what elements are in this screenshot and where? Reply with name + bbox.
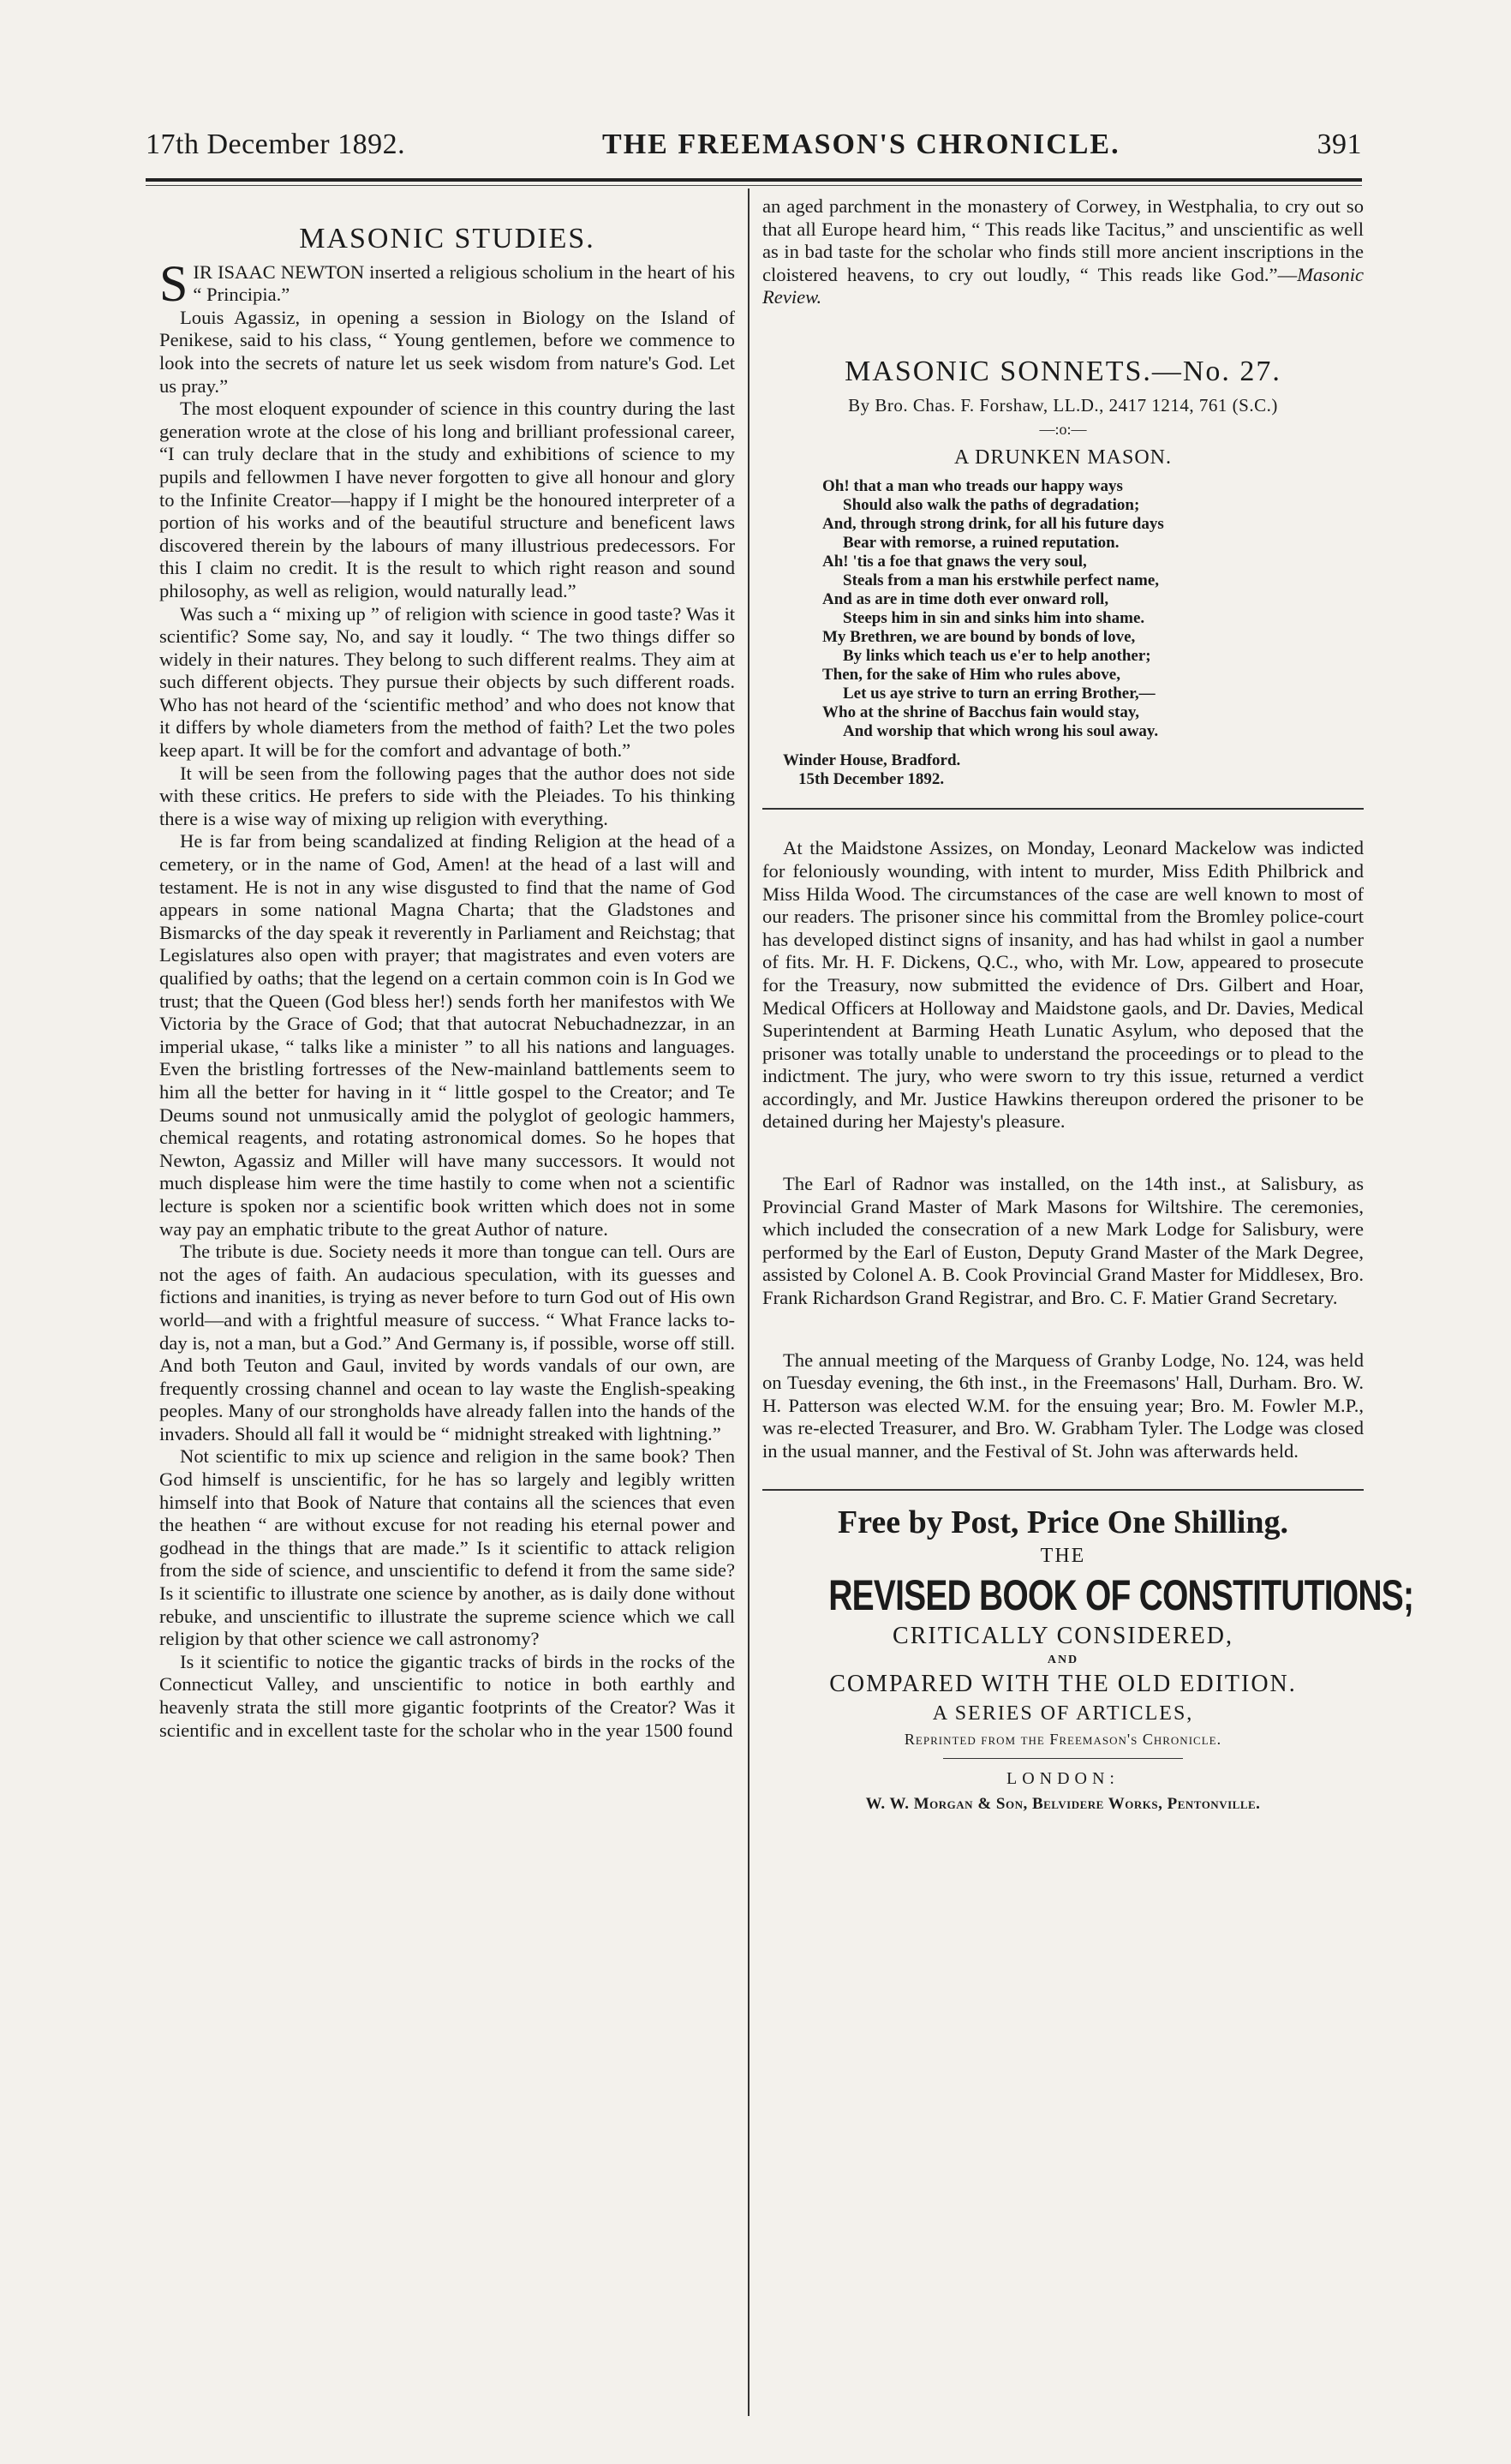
masthead — [146, 129, 1362, 180]
poem-date: 15th December 1892. — [798, 770, 945, 789]
news-paragraph: At the Maidstone Assizes, on Monday, Leonard Mackelow was indicted for feloniously wounding, with intent to murder, Miss Edith Philbrick and Miss Hilda Wood. The circumstances of the case are well known to most of our readers. The prisoner since his committal from the Bromley police-court has developed distinct signs of insanity, and has had whilst in gaol a number of fits. Mr. H. F. Dickens, Q.C., who, with Mr. Low, appeared to prosecute for the Treasury, now submitted the evidence of Drs. Gilbert and Hoar, Medical Officers at Holloway and Maidstone gaols, and Dr. Davies, Medical Superintendent at Barming Heath Lunatic Asylum, who deposed that the prisoner was totally unable to understand the proceedings or to plead to the indictment. The jury, who were sworn to try this issue, returned a verdict accordingly, and Mr. Justice Hawkins thereupon ordered the prisoner to be detained during her Majesty's pleasure. — [762, 837, 1364, 1133]
article-paragraph: The tribute is due. Society needs it more than tongue can tell. Ours are not the ages of faith. An audacious speculation, with its guesses and fictions and inanities, is trying as never before to turn God out of His own world—and with a frightful measure of success. “ What France lacks to-day is, not a man, but a God.” And Germany is, if possible, worse off still. And both Teuton and Gaul, invited by words vandals of our own, are frequently crossing channel and ocean to lay waste the English-speaking peoples. Many of our strongholds have already fallen into the hands of the invaders. Should all fall it would be “ midnight streaked with lightning.” — [159, 1241, 735, 1444]
page-number: 391 — [1317, 129, 1362, 160]
drop-cap: S — [159, 254, 188, 312]
article-paragraph: The most eloquent expounder of science in this country during the last generation wrote at the close of his long and brilliant professional career, “I can truly declare that in the study and exhibitions of science to my pupils and fellowmen I have never forgotten to give all honour and glory to the Infinite Creator—happy if I might be the honoured interpreter of a portion of his works and of the beautiful structure and beneficent laws discovered therein by the labours of many illustrious predecessors. For this I claim no credit. It is the result to which right reason and sound philosophy, as well as religion, would naturally lead.” — [159, 398, 735, 601]
ad-line: CRITICALLY CONSIDERED, — [893, 1622, 1233, 1649]
poem-line: Steals from a man his erstwhile perfect name, — [843, 571, 1160, 590]
sonnet-byline: By Bro. Chas. F. Forshaw, LL.D., 2417 1214, 761 (S.C.) — [848, 394, 1278, 416]
poem-place: Winder House, Bradford. — [783, 751, 961, 770]
ad-price-line: Free by Post, Price One Shilling. — [838, 1504, 1288, 1540]
poem-line: And as are in time doth ever onward roll, — [822, 590, 1109, 609]
left-column — [159, 195, 735, 1742]
source-citation: Masonic Review. — [762, 263, 1364, 308]
ad-book-title: REVISED BOOK OF CONSTITUTIONS; — [828, 1570, 1414, 1619]
poem-line: Who at the shrine of Bacchus fain would stay, — [822, 703, 1140, 722]
poem-line: And, through strong drink, for all his future days — [822, 515, 1164, 534]
ad-line: COMPARED WITH THE OLD EDITION. — [829, 1670, 1297, 1697]
right-column — [762, 195, 1414, 1817]
section-rule — [762, 808, 1364, 810]
article-paragraph: Is it scientific to notice the gigantic tracks of birds in the rocks of the Connecticut Valley, and unscientific to notice in both earthly and heavenly strata the still more gigantic footprints of the Creator? Was it scientific and in excellent taste for the scholar who in the year 1500 found — [159, 1650, 735, 1741]
poem-title: A DRUNKEN MASON. — [953, 446, 1173, 469]
ad-line: LONDON: — [1006, 1768, 1120, 1788]
news-paragraph: The Earl of Radnor was installed, on the 14th inst., at Salisbury, as Provincial Grand Master of Mark Masons for Wiltshire. The ceremonies, which included the consecration of a new Mark Lodge for Salisbury, were performed by the Earl of Euston, Deputy Grand Master of the Mark Degree, assisted by Colonel A. B. Cook Provincial Grand Master for Middlesex, Bro. Frank Richardson Grand Registrar, and Bro. C. F. Matier Grand Secretary. — [762, 1173, 1364, 1309]
section-rule — [762, 1489, 1364, 1491]
section-title-masonic-sonnets: MASONIC SONNETS.—No. 27. — [845, 355, 1281, 387]
poem-line: By links which teach us e'er to help another; — [843, 647, 1151, 666]
article-paragraph: Louis Agassiz, in opening a session in Biology on the Island of Penikese, said to his class, “ Young gentlemen, before we commence to look into the secrets of nature let us seek wisdom from nature's God. Let us pray.” — [159, 306, 735, 397]
advertisement — [762, 1503, 1414, 1817]
masthead-rule — [146, 178, 1362, 182]
ad-line: THE — [1040, 1544, 1086, 1567]
masthead-rule-thin — [146, 185, 1362, 186]
ad-rule — [943, 1758, 1184, 1759]
news-paragraph: The annual meeting of the Marquess of Granby Lodge, No. 124, was held on Tuesday evening, the 6th inst., in the Freemasons' Hall, Durham. Bro. W. H. Patterson was elected W.M. for the ensuing year; Bro. M. Fowler M.P., was re-elected Treasurer, and Bro. W. Grabham Tyler. The Lodge was closed in the usual manner, and the Festival of St. John was afterwards held. — [762, 1349, 1364, 1462]
column-divider — [748, 188, 750, 2416]
publication-title: THE FREEMASON'S CHRONICLE. — [602, 129, 1120, 160]
ad-line: A SERIES OF ARTICLES, — [932, 1701, 1194, 1725]
article-continuation: an aged parchment in the monastery of Corwey, in Westphalia, to cry out so that all Europe heard him, “ This reads like Tacitus,” and unscientific as well as in bad taste for the scholar who finds still more ancient inscriptions in the cloistered heavens, to cry out loudly, “ This reads like God.”—Masonic Review. — [762, 195, 1364, 308]
poem-line: My Brethren, we are bound by bonds of love, — [822, 628, 1136, 647]
ad-publisher: W. W. Morgan & Son, Belvidere Works, Pentonville. — [865, 1794, 1261, 1813]
poem-line: Then, for the sake of Him who rules above, — [822, 666, 1120, 685]
poem-body — [822, 477, 1364, 741]
issue-date: 17th December 1892. — [146, 129, 406, 160]
article-paragraph: Was such a “ mixing up ” of religion with science in good taste? Was it scientific? Some say, No, and say it loudly. “ The two things differ so widely in their natures. They belong to such different realms. They aim at such different objects. They pursue their objects by such different roads. Who has not heard of the ‘scientific method’ and who does not know that it differs by whole diameters from the method of faith? Let the two poles keep apart. It will be for the comfort and advantage of both.” — [159, 602, 735, 762]
poem-line: Should also walk the paths of degradation; — [843, 496, 1140, 515]
article-paragraph: He is far from being scandalized at finding Religion at the head of a cemetery, or in the name of God, Amen! at the head of a last will and testament. He is not in any wise disgusted to find that the name of God appears in some national Magna Charta; that the Gladstones and Bismarcks of the day speak it reverently in Parliament and Reichstag; that Legislatures also open with prayer; that magistrates and even voters are qualified by oaths; that the legend on a certain common coin is In God we trust; that the Queen (God bless her!) sends forth her manifestos with We Victoria by the Grace of God; that that autocrat Nebuchadnezzar, in an imperial ukase, “ talks like a minister ” to all his nations and languages. Even the bristling fortresses of the New-mainland battlements seem to him all the better for having in it “ little gospel to the Creator; and Te Deums sound not unmusically amid the polyglot of geologic hammers, chemical reagents, and rotating astronomical domes. So he hopes that Newton, Agassiz and Miller will have many successors. It would not much displease him were the time hastily to come when not a scientific lecture is spoken nor a scientific book written which does not in some way pay an emphatic tribute to the great Author of nature. — [159, 830, 735, 1240]
article-paragraph: SIR ISAAC NEWTON inserted a religious scholium in the heart of his “ Principia.” — [159, 254, 735, 312]
ornament-divider: —:o:— — [1039, 421, 1087, 439]
poem-line: Ah! 'tis a foe that gnaws the very soul, — [822, 553, 1087, 571]
poem-line: Bear with remorse, a ruined reputation. — [843, 534, 1120, 553]
article-paragraph: Not scientific to mix up science and religion in the same book? Then God himself is unscientific, for he has so largely and legibly written himself into that Book of Nature that contains all the sciences that even the heathen “ are without excuse for not reading his eternal power and godhead in the things that are made.” Is it scientific to attack religion from the side of science, and unscientific to defend it from the same side? Is it scientific to illustrate one science by another, as is daily done without rebuke, and unscientific to illustrate the supreme science which we call religion by that other science we call astronomy? — [159, 1445, 735, 1650]
poem-line: Let us aye strive to turn an erring Brother,— — [843, 685, 1156, 703]
ad-line: Reprinted from the Freemason's Chronicle. — [904, 1730, 1222, 1748]
poem-line: Steeps him in sin and sinks him into shame. — [843, 609, 1145, 628]
poem-line: Oh! that a man who treads our happy ways — [822, 477, 1123, 496]
section-title-masonic-studies: MASONIC STUDIES. — [299, 223, 595, 254]
article-paragraph: It will be seen from the following pages that the author does not side with these critics. He prefers to side with the Pleiades. To his thinking there is a wise way of mixing up religion with everything. — [159, 762, 735, 829]
ad-line: AND — [1047, 1653, 1079, 1666]
poem-line: And worship that which wrong his soul away. — [843, 722, 1159, 741]
